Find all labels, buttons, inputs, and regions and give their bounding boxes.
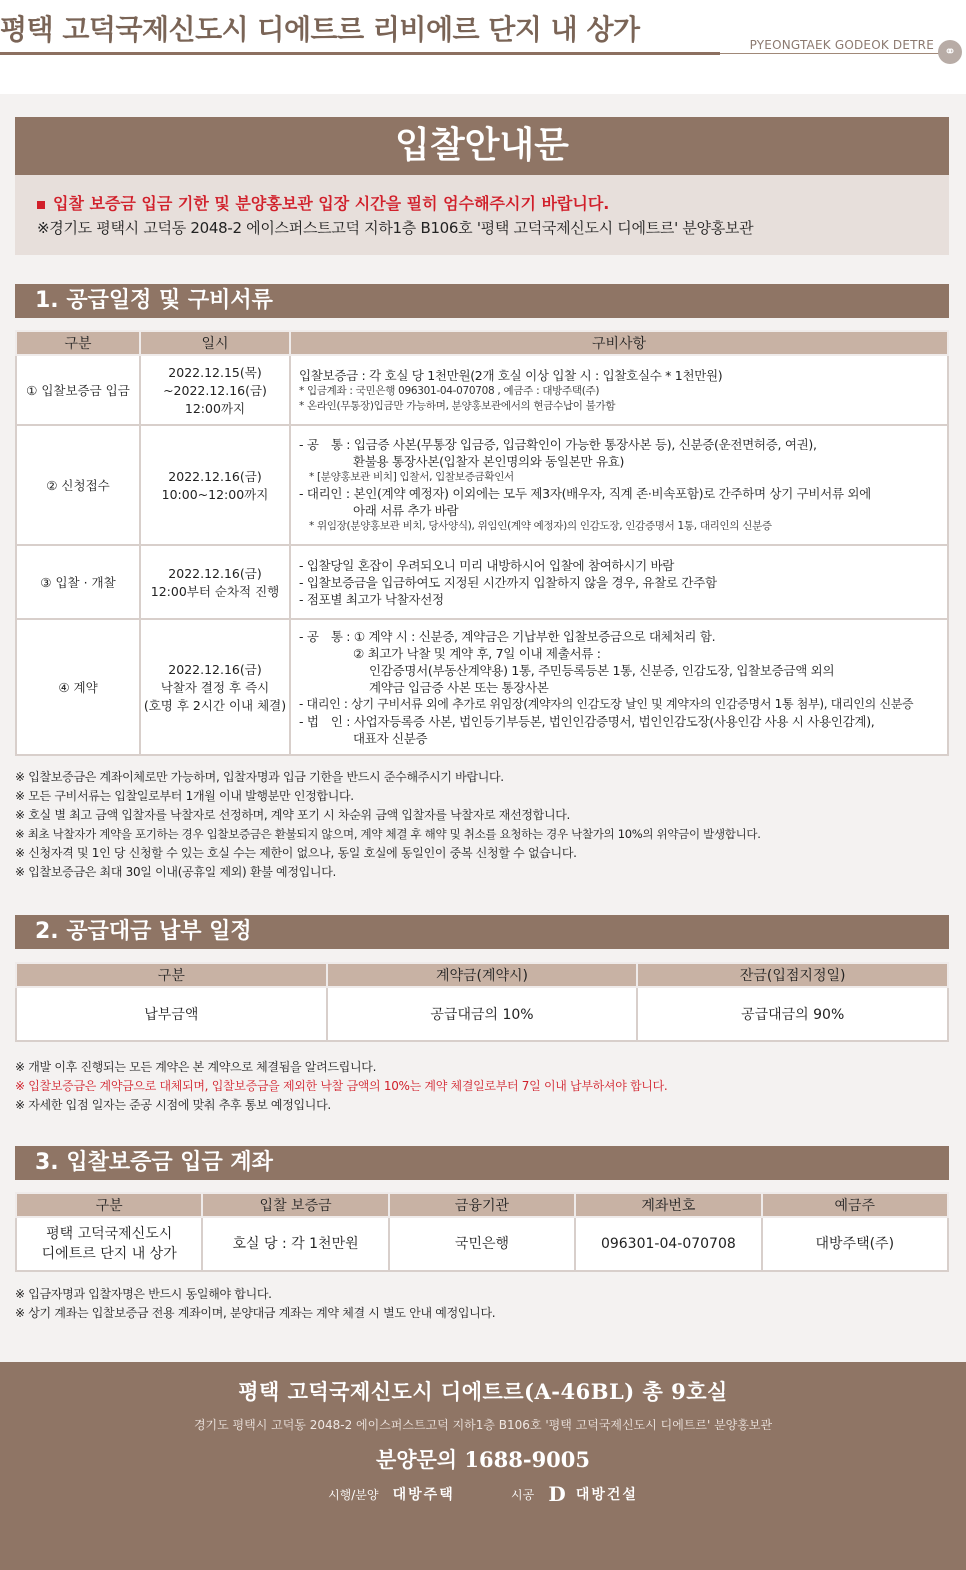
- account-table: [15, 1192, 949, 1272]
- note-line: ※ 자세한 입점 일자는 준공 시점에 맞춰 추후 통보 예정입니다.: [15, 1098, 331, 1112]
- desc-line: 계약금 입금증 사본 또는 통장사본: [369, 679, 549, 695]
- account-holder: 대방주택(주): [762, 1217, 948, 1271]
- note-line: ※ 상기 계좌는 입찰보증금 전용 계좌이며, 분양대금 계좌는 계약 체결 시 별도 안내 예정입니다.: [15, 1306, 496, 1320]
- notice-warning: [37, 191, 609, 214]
- row-description: [290, 355, 948, 425]
- date-line: 10:00~12:00까지: [161, 487, 269, 502]
- row-description: [290, 545, 948, 619]
- header-divider-thin: [720, 53, 940, 54]
- note-line: ※ 입금자명과 입찰자명은 반드시 동일해야 합니다.: [15, 1287, 272, 1301]
- row-label: ① 입찰보증금 입금: [16, 355, 140, 425]
- desc-note: * [분양홍보관 비치] 입찰서, 입찰보증금확인서: [309, 471, 514, 483]
- note-line: ※ 입찰보증금은 최대 30일 이내(공휴일 제외) 환불 예정입니다.: [15, 865, 337, 879]
- note-line: ※ 모든 구비서류는 입찰일로부터 1개월 이내 발행분만 인정합니다.: [15, 789, 354, 803]
- developer-name: 대방주택: [392, 1487, 455, 1503]
- footer: [0, 1362, 966, 1570]
- payment-label: 납부금액: [16, 987, 327, 1041]
- account-name: [16, 1217, 202, 1271]
- account-bank: 국민은행: [389, 1217, 575, 1271]
- header-cell: 구분: [16, 963, 327, 987]
- note-line-warning: ※ 입찰보증금은 계약금으로 대체되며, 입찰보증금을 제외한 낙찰 금액의 10%는 계약 체결일로부터 7일 이내 납부하셔야 합니다.: [15, 1079, 668, 1093]
- date-line: 낙찰자 결정 후 즉시: [160, 680, 270, 695]
- date-line: 2022.12.15(목): [168, 365, 262, 380]
- page-header: [0, 0, 966, 92]
- builder-logo-icon: D: [548, 1482, 566, 1506]
- section2-title: 2. 공급대금 납부 일정: [15, 915, 949, 949]
- table-row: [16, 619, 948, 755]
- desc-line: - 점포별 최고가 낙찰자선정: [299, 591, 444, 607]
- payment-table: [15, 962, 949, 1042]
- table-row: [16, 1217, 948, 1271]
- date-line: 2022.12.16(금): [168, 566, 262, 581]
- payment-deposit: 공급대금의 10%: [327, 987, 638, 1041]
- date-line: ~2022.12.16(금): [163, 383, 267, 398]
- desc-line: 아래 서류 추가 바람: [353, 503, 459, 518]
- desc-line: - 공 통 : 입금증 사본(무통장 입금증, 입금확인이 가능한 통장사본 등), 신분증(운전면허증, 여권),: [299, 437, 817, 452]
- desc-line: 입찰보증금 : 각 호실 당 1천만원(2개 호실 이상 입찰 시 : 입찰호실수 * 1천만원): [299, 367, 723, 383]
- payment-balance: 공급대금의 90%: [637, 987, 948, 1041]
- builder-label: 시공: [511, 1488, 535, 1502]
- desc-note: * 온라인(무통장)입금만 가능하며, 분양홍보관에서의 현금수납이 불가함: [299, 399, 616, 412]
- circle-logo-icon: ⚭: [938, 40, 962, 64]
- note-line: ※ 최초 낙찰자가 계약을 포기하는 경우 입찰보증금은 환불되지 않으며, 계약 체결 후 해약 및 취소를 요청하는 경우 낙찰가의 10%의 위약금이 발생합니다.: [15, 827, 761, 841]
- section3-title: 3. 입찰보증금 입금 계좌: [15, 1146, 949, 1180]
- header-cell: 계좌번호: [575, 1193, 761, 1217]
- table-row: [16, 425, 948, 545]
- notice-banner: [15, 117, 949, 255]
- desc-line: - 대리인 : 상기 구비서류 외에 추가로 위임장(계약자의 인감도장 날인 및 계약자의 인감증명서 1통 첨부), 대리인의 신분증: [299, 696, 914, 711]
- account-number: 096301-04-070708: [575, 1217, 761, 1271]
- note-line: ※ 입찰보증금은 계좌이체로만 가능하며, 입찰자명과 입금 기한을 반드시 준수해주시기 바랍니다.: [15, 770, 504, 784]
- date-line: 2022.12.16(금): [168, 662, 262, 677]
- desc-line: ② 최고가 낙찰 및 계약 후, 7일 이내 제출서류 :: [353, 645, 601, 661]
- note-line: ※ 개발 이후 진행되는 모든 계약은 본 계약으로 체결됨을 알려드립니다.: [15, 1060, 377, 1074]
- desc-note: * 위임장(분양홍보관 비치, 당사양식), 위임인(계약 예정자)의 인감도장, 인감증명서 1통, 대리인의 신분증: [309, 520, 772, 532]
- section2-notes: [15, 1058, 667, 1115]
- date-line: 12:00부터 순차적 진행: [150, 584, 280, 599]
- table-row: [16, 355, 948, 425]
- section3-notes: [15, 1285, 495, 1323]
- header-cell: 금융기관: [389, 1193, 575, 1217]
- desc-line: - 대리인 : 본인(계약 예정자) 이외에는 모두 제3자(배우자, 직계 존·비속포함)로 간주하며 상기 구비서류 외에: [299, 486, 871, 501]
- header-cell: 입찰 보증금: [202, 1193, 388, 1217]
- note-line: ※ 신청자격 및 1인 당 신청할 수 있는 호실 수는 제한이 없으나, 동일 호실에 동일인이 중복 신청할 수 없습니다.: [15, 846, 577, 860]
- desc-line: - 입찰보증금을 입금하여도 지정된 시간까지 입찰하지 않을 경우, 유찰로 간주함: [299, 574, 717, 590]
- desc-line: - 입찰당일 혼잡이 우려되오니 미리 내방하시어 입찰에 참여하시기 바람: [299, 557, 675, 573]
- row-description: [290, 425, 948, 545]
- date-line: 2022.12.16(금): [168, 469, 262, 484]
- name-line: 디에트르 단지 내 상가: [41, 1246, 177, 1262]
- notice-address: ※경기도 평택시 고덕동 2048-2 에이스퍼스트고덕 지하1층 B106호 '평택 고덕국제신도시 디에트르' 분양홍보관: [37, 219, 754, 237]
- row-label: ② 신청접수: [16, 425, 140, 545]
- header-cell: 구분: [16, 331, 140, 355]
- desc-line: - 법 인 : 사업자등록증 사본, 법인등기부등본, 법인인감증명서, 법인인감도장(사용인감 사용 시 사용인감계),: [299, 713, 875, 729]
- footer-companies: [0, 1482, 966, 1506]
- table-row: [16, 545, 948, 619]
- footer-title: 평택 고덕국제신도시 디에트르(A-46BL) 총 9호실: [238, 1379, 728, 1404]
- header-cell: 잔금(입점지정일): [637, 963, 948, 987]
- row-date: [140, 545, 290, 619]
- row-date: [140, 619, 290, 755]
- row-description: [290, 619, 948, 755]
- notice-warning-text: 입찰 보증금 입금 기한 및 분양홍보관 입장 시간을 필히 엄수해주시기 바랍니다.: [53, 194, 610, 213]
- builder-name: 대방건설: [575, 1487, 638, 1503]
- footer-phone: 분양문의 1688-9005: [375, 1447, 591, 1472]
- row-date: [140, 355, 290, 425]
- header-cell: 계약금(계약시): [327, 963, 638, 987]
- header-cell: 일시: [140, 331, 290, 355]
- header-cell: 예금주: [762, 1193, 948, 1217]
- page-title: 평택 고덕국제신도시 디에트르 리비에르 단지 내 상가: [0, 13, 640, 46]
- section1-notes: [15, 768, 761, 882]
- square-bullet-icon: [37, 201, 45, 209]
- row-label: ④ 계약: [16, 619, 140, 755]
- desc-line: - 공 통 : ① 계약 시 : 신분증, 계약금은 기납부한 입찰보증금으로 대체처리 함.: [299, 628, 716, 644]
- header-cell: 구분: [16, 1193, 202, 1217]
- name-line: 평택 고덕국제신도시: [46, 1226, 173, 1242]
- developer-label: 시행/분양: [328, 1488, 379, 1502]
- desc-line: 환불용 통장사본(입찰자 본인명의와 동일본만 유효): [353, 454, 625, 469]
- desc-line: 인감증명서(부동산계약용) 1통, 주민등록등본 1통, 신분증, 인감도장, 입찰보증금액 외의: [369, 662, 835, 678]
- table-header-row: [16, 963, 948, 987]
- header-divider: [0, 52, 720, 55]
- footer-address: 경기도 평택시 고덕동 2048-2 에이스퍼스트고덕 지하1층 B106호 '평택 고덕국제신도시 디에트르' 분양홍보관: [193, 1418, 773, 1432]
- account-deposit: 호실 당 : 각 1천만원: [202, 1217, 388, 1271]
- notice-title: 입찰안내문: [15, 117, 949, 175]
- table-header-row: [16, 331, 948, 355]
- header-cell: 구비사항: [290, 331, 948, 355]
- table-header-row: [16, 1193, 948, 1217]
- english-brand: PYEONGTAEK GODEOK DETRE: [749, 38, 934, 52]
- desc-note: * 입금계좌 : 국민은행 096301-04-070708 , 예금주 : 대방주택(주): [299, 384, 600, 397]
- note-line: ※ 호실 별 최고 금액 입찰자를 낙찰자로 선정하며, 계약 포기 시 차순위 금액 입찰자를 낙찰자로 재선정합니다.: [15, 808, 571, 822]
- date-line: (호명 후 2시간 이내 체결): [143, 698, 287, 713]
- row-date: [140, 425, 290, 545]
- schedule-table: [15, 330, 949, 756]
- row-label: ③ 입찰 · 개찰: [16, 545, 140, 619]
- desc-line: 대표자 신분증: [353, 730, 428, 746]
- section1-title: 1. 공급일정 및 구비서류: [15, 284, 949, 318]
- date-line: 12:00까지: [184, 401, 246, 416]
- table-row: [16, 987, 948, 1041]
